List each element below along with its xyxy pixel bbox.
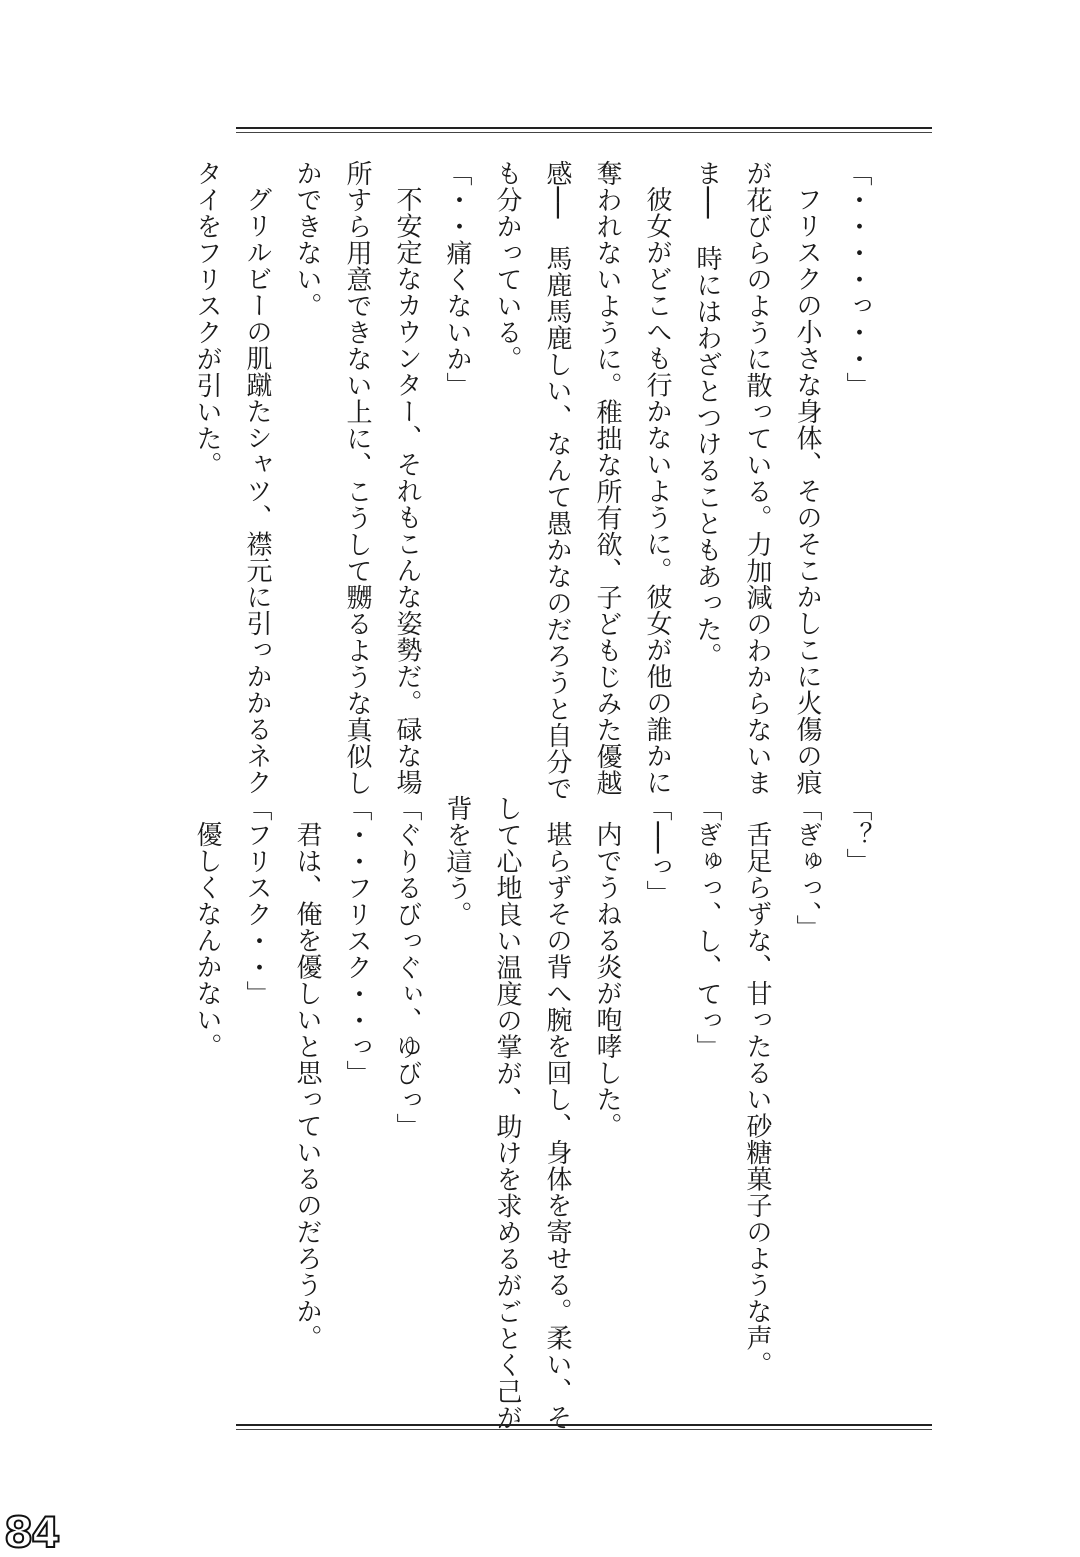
text-line: が花びらのように散っている。力加減のわからないま	[742, 160, 772, 796]
text-line: 「・・・・っ・・」	[842, 160, 872, 399]
text-line: 「──っ」	[642, 795, 672, 907]
text-line: 舌足らずな、甘ったるい砂糖菓子のような声。	[742, 821, 772, 1378]
text-line: 感── 馬鹿馬鹿しい、なんて愚かなのだろうと自分で	[542, 160, 572, 802]
text-line: して心地良い温度の掌が、助けを求めるがごとく己が	[492, 795, 522, 1431]
text-line: 堪らずその背へ腕を回し、身体を寄せる。柔い、そ	[542, 821, 572, 1431]
text-line: 内でうねる炎が咆哮した。	[592, 821, 622, 1139]
text-line: タイをフリスクが引いた。	[192, 160, 222, 478]
text-line: 「フリスク・・」	[242, 795, 272, 1007]
text-line: 彼女がどこへも行かないように。彼女が他の誰かに	[642, 186, 672, 796]
text-line: 優しくなんかない。	[192, 821, 222, 1060]
bottom-rule	[236, 1424, 932, 1426]
text-line: 「？」	[842, 795, 872, 875]
text-line: 奪われないように。稚拙な所有欲、子どもじみた優越	[592, 160, 622, 796]
text-line: 所すら用意できない上に、こうして嬲るような真似し	[342, 160, 372, 796]
text-line: 「ぎゅっ、し、てっ」	[692, 795, 722, 1060]
text-line: 「・・フリスク・・っ」	[342, 795, 372, 1087]
text-line: かできない。	[292, 160, 322, 319]
text-line: ま── 時にはわざとつけることもあった。	[692, 160, 722, 670]
text-line: 「ぐりるびっぐぃ、ゆびっ」	[392, 795, 422, 1140]
text-line: も分かっている。	[492, 160, 522, 372]
text-line: フリスクの小さな身体、そのそこかしこに火傷の痕	[792, 186, 822, 796]
page-number: 84	[4, 1508, 59, 1557]
text-block-upper	[182, 160, 882, 802]
text-line: 「ぎゅっ、」	[792, 795, 822, 941]
text-line: 不安定なカウンター、それもこんな姿勢だ。碌な場	[392, 186, 422, 796]
text-line: 「・・痛くないか」	[442, 160, 472, 399]
text-line: 君は、俺を優しいと思っているのだろうか。	[292, 821, 322, 1351]
text-line: グリルビーの肌蹴たシャツ、襟元に引っかかるネク	[242, 186, 272, 796]
text-line: 背を這う。	[442, 795, 472, 928]
text-block-lower	[182, 795, 882, 1431]
top-rule	[236, 127, 932, 129]
